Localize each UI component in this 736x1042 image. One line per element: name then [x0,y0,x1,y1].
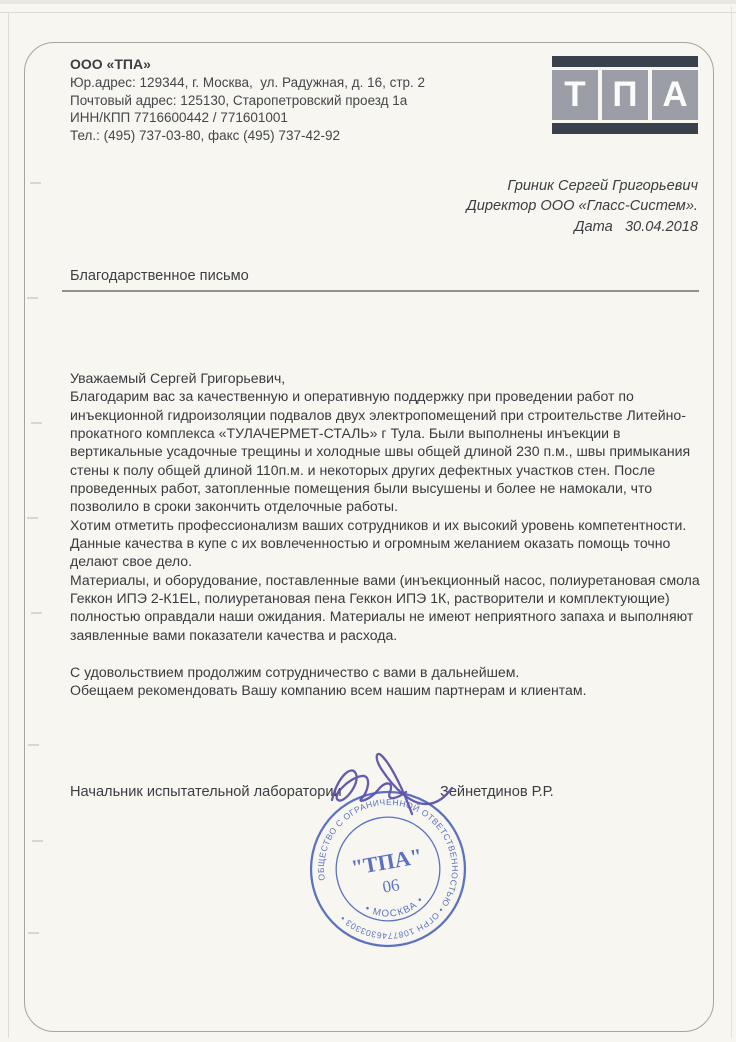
company-logo [552,56,698,134]
body-line: Материалы, и оборудование, поставленные вами (инъекционный насос, полиуретановая смола [70,571,700,588]
letter-title: Благодарственное письмо [70,268,249,284]
letter-body [70,369,718,699]
body-line: Хотим отметить профессионализм ваших сотрудников и их высокий уровень компетентности. [70,516,687,533]
body-line: стены к полу общей длиной 110п.м. и некоторых других дефектных участков стен. После [70,461,656,478]
signatory-position: Начальник испытательной лаборатории [70,784,342,800]
recipient-name: Гриник Сергей Григорьевич [507,178,698,194]
company-name: ООО «ТПА» [70,56,151,72]
body-line: проведенных работ, затопленные помещения были высушены и более не намокали, что [70,480,653,497]
logo-letter-p: П [602,70,648,120]
body-line: Уважаемый Сергей Григорьевич, [70,370,286,386]
scan-edge-top [0,0,736,4]
body-line: прокатного комплекса «ТУЛАЧЕРМЕТ-СТАЛЬ» г Тула. Были выполнены инъекции в [70,425,621,442]
company-legal-address: Юр.адрес: 129344, г. Москва, ул. Радужная, д. 16, стр. 2 [70,75,426,90]
signatory-name: Зейнетдинов Р.Р. [440,784,554,800]
company-postal-address: Почтовый адрес: 125130, Старопетровский проезд 1а [70,92,408,108]
company-phone: Тел.: (495) 737-03-80, факс (495) 737-42-92 [70,127,340,143]
letter-date: Дата 30.04.2018 [574,218,698,235]
body-line: делают свое дело. [70,553,192,570]
logo-letter-t: Т [552,70,598,120]
stamp-center-text: "ТПА" [349,844,425,881]
recipient-block [466,176,698,237]
body-line: Благодарим вас за качественную и оперативную поддержку при проведении работ по [70,388,634,405]
logo-bottom-bar [552,123,698,134]
body-line: инъекционной гидроизоляции подвалов двух электропомещений при строительстве Литейно- [70,406,686,423]
logo-letter-row [552,70,698,120]
company-inn-kpp: ИНН/КПП 7716600442 / 771601001 [70,110,288,126]
body-line: С удовольствием продолжим сотрудничество с вами в дальнейшем. [70,663,520,680]
stamp-ring-text: ОБЩЕСТВО С ОГРАНИЧЕННОЙ ОТВЕТСТВЕННОСТЬЮ • ОГРН 1087746303303 • [315,796,461,942]
scan-line-left [8,12,9,1038]
handwritten-signature [318,748,486,826]
body-blank-line [70,644,718,662]
logo-letter-a: А [652,70,698,120]
body-line: Обещаем рекомендовать Вашу компанию всем нашим партнерам и клиентам. [70,681,587,698]
logo-top-bar [552,56,698,67]
body-line: заявленные вами показатели качества и расхода. [70,626,398,643]
body-line: вертикальные усадочные трещины и холодные швы общей длиной 230 п.м., швы примыкания [70,443,691,460]
body-line: Геккон ИПЭ 2-К1EL, полиуретановая пена Геккон ИПЭ 1К, растворители и комплектующие) [70,590,670,607]
company-info-block [70,55,425,144]
recipient-position: Директор ООО «Гласс-Систем». [466,198,698,215]
stamp-city-text: • МОСКВА • [363,894,427,920]
title-underline [62,290,699,292]
scan-line-top [0,12,736,13]
body-line: полностью оправдали наши ожидания. Материалы не имеют неприятного запаха и выполняют [70,608,694,625]
body-line: Данные качества в купе с их вовлеченностью и огромным желанием оказать помощь точно [70,535,671,552]
scan-line-right [731,6,732,1038]
stamp-center-number: 06 [380,875,402,897]
body-line: позволило в сроки закончить отделочные работы. [70,498,398,515]
